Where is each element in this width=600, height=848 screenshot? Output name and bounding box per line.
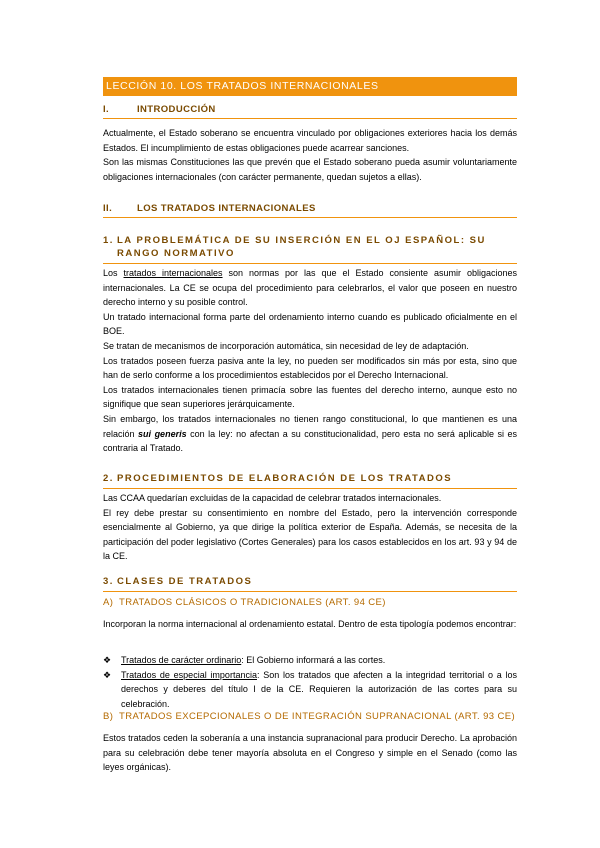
intro-paragraphs [103, 126, 517, 184]
text-run: : El Gobierno informará a las cortes. [241, 655, 386, 665]
procedimientos-paragraphs [103, 491, 517, 564]
diamond-bullet-icon: ❖ [103, 655, 112, 665]
subsection-heading-problematica [103, 234, 517, 264]
paragraph: Las CCAA quedarían excluidas de la capacidad de celebrar tratados internacionales. [103, 493, 442, 503]
paragraph: Se tratan de mecanismos de incorporación automática, sin necesidad de ley de adaptación. [103, 340, 469, 351]
subsection-title: CLASES DE TRATADOS [117, 576, 253, 587]
minor-heading-title: TRATADOS CLÁSICOS O TRADICIONALES (ART. 94 CE) [119, 597, 386, 608]
underlined-term: tratados internacionales [123, 268, 223, 278]
section-title: LOS TRATADOS INTERNACIONALES [137, 203, 316, 214]
paragraph: Los tratados internacionales tienen primacía sobre las fuentes del derecho interno, aunque esto no signifique que sean superiores jerárquicamente. [103, 384, 517, 410]
text-run: con la ley: no afectan a su constitucionalidad, pero esta no será aplicable si es contraria al Tratado. [103, 428, 517, 454]
list-item [103, 668, 517, 712]
clasicos-paragraph [103, 617, 517, 632]
underlined-term: Tratados de carácter ordinario [121, 655, 242, 665]
minor-heading-excepcionales [103, 711, 517, 722]
minor-heading-number: B) [103, 711, 114, 722]
section-title: INTRODUCCIÓN [137, 104, 216, 115]
text-run: : Son los tratados que afecten a la integridad territorial o a los derechos y deberes del título I de la CE. Requieren la autorización de las cortes para su celebración. [121, 669, 517, 709]
section-number: II. [103, 203, 113, 214]
section-heading-introduccion [103, 104, 517, 119]
section-heading-tratados [103, 203, 517, 218]
paragraph: El rey debe prestar su consentimiento en nombre del Estado, pero la intervención corresponde esencialmente al Gobierno, ya que dirige la política exterior de España. Además, se necesita de la participación del poder legislativo (Cortes Generales) para los casos establecidos en los art. 93 y 94 de la CE. [103, 507, 517, 562]
paragraph: Actualmente, el Estado soberano se encuentra vinculado por obligaciones exteriores hacia los demás Estados. El incumplimiento de estas obligaciones puede acarrear sanciones. [103, 128, 517, 153]
list-item [103, 653, 517, 668]
subsection-heading-procedimientos [103, 472, 517, 489]
section-number: I. [103, 104, 110, 115]
emphasis-term: sui generis [138, 428, 187, 439]
text-run: son normas por las que el Estado consiente asumir obligaciones internacionales. La CE se ocupa del procedimiento para celebrarlos, el valor que poseen en nuestro derecho interno y su posible control. [103, 268, 517, 308]
minor-heading-title: TRATADOS EXCEPCIONALES O DE INTEGRACIÓN SUPRANACIONAL (ART. 93 CE) [119, 711, 516, 722]
lesson-title: LECCIÓN 10. LOS TRATADOS INTERNACIONALES [103, 77, 517, 96]
paragraph [103, 412, 517, 456]
problematica-paragraphs [103, 266, 517, 456]
paragraph: Un tratado internacional forma parte del ordenamiento interno cuando es publicado oficialmente en el BOE. [103, 311, 517, 337]
underlined-term: Tratados de especial importancia [121, 669, 257, 680]
subsection-number: 3. [103, 576, 114, 587]
paragraph: Los tratados poseen fuerza pasiva ante la ley, no pueden ser modificados sin más por esta, sino que han de serlo conforme a los procedimientos establecidos por el Derecho Internacional. [103, 355, 517, 381]
subsection-title: LA PROBLEMÁTICA DE SU INSERCIÓN EN EL OJ ESPAÑOL: SU RANGO NORMATIVO [117, 235, 486, 259]
text-run: Sin embargo, los tratados internacionales no tienen rango constitucional, lo que mantienen es una relación [103, 413, 517, 439]
subsection-number: 2. [103, 473, 114, 484]
subsection-number: 1. [103, 235, 114, 246]
subsection-title: PROCEDIMIENTOS DE ELABORACIÓN DE LOS TRATADOS [117, 473, 453, 484]
treaty-type-list [103, 653, 517, 711]
paragraph: Incorporan la norma internacional al ordenamiento estatal. Dentro de esta tipología podemos encontrar: [103, 619, 517, 629]
paragraph: Estos tratados ceden la soberanía a una instancia supranacional para producir Derecho. La aprobación para su celebración debe tener mayoría absoluta en el Congreso y simple en el Senado (como las leyes orgánicas). [103, 733, 517, 773]
text-run: Los [103, 268, 124, 278]
paragraph: Son las mismas Constituciones las que prevén que el Estado soberano pueda asumir voluntariamente obligaciones internacionales (con carácter permanente, quedan sujetos a ellas). [103, 157, 517, 182]
excepcionales-paragraph [103, 731, 517, 775]
minor-heading-number: A) [103, 597, 114, 608]
diamond-bullet-icon: ❖ [103, 669, 112, 680]
subsection-heading-clases [103, 575, 517, 592]
paragraph [103, 266, 517, 310]
minor-heading-clasicos [103, 597, 517, 608]
